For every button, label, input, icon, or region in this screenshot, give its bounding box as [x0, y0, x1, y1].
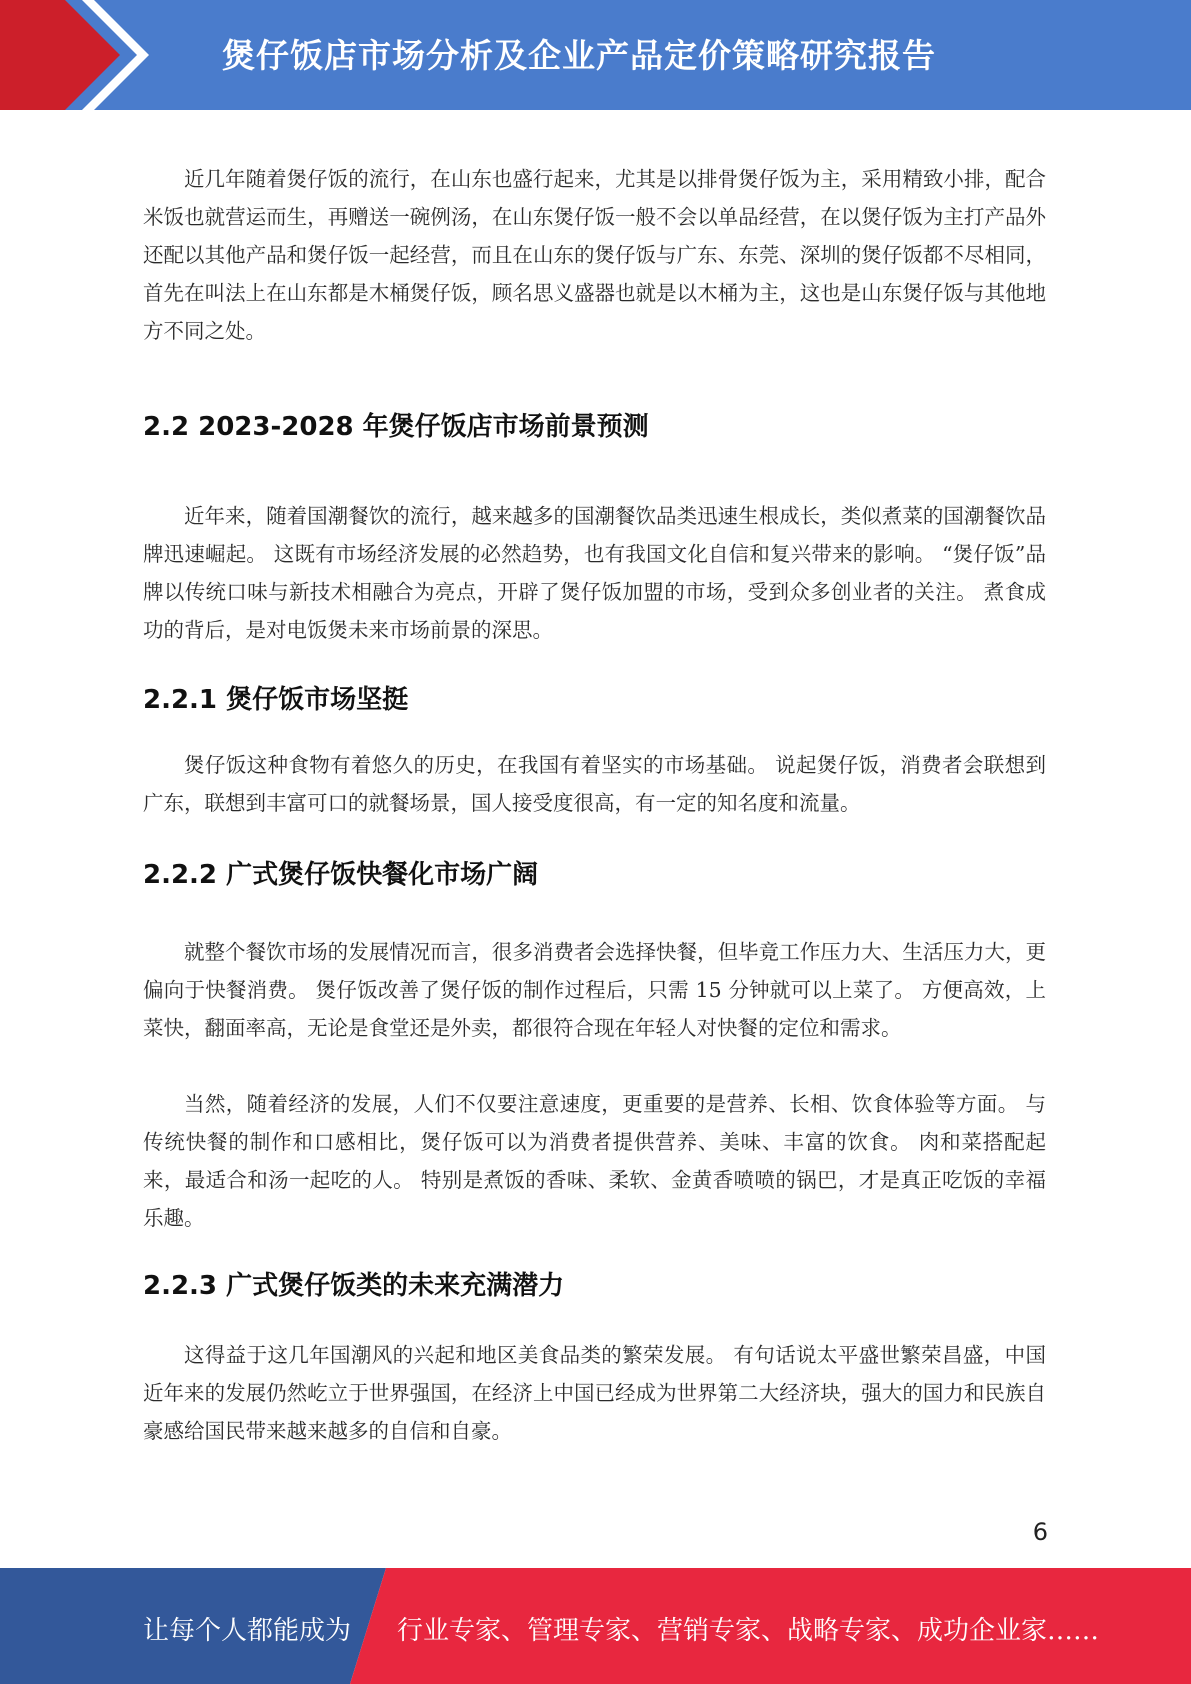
page-number: 6: [1032, 1518, 1048, 1546]
intro-paragraph: 近几年随着煲仔饭的流行，在山东也盛行起来，尤其是以排骨煲仔饭为主，采用精致小排，配合米饭也就营运而生，再赠送一碗例汤，在山东煲仔饭一般不会以单品经营，在以煲仔饭为主打产品外还配以其他产品和煲仔饭一起经营，而且在山东的煲仔饭与广东、东莞、深圳的煲仔饭都不尽相同，首先在叫法上在山东都是木桶煲仔饭，顾名思义盛器也就是以木桶为主，这也是山东煲仔饭与其他地方不同之处。: [143, 167, 1046, 343]
section-2-2-2-paragraph-1: 就整个餐饮市场的发展情况而言，很多消费者会选择快餐，但毕竟工作压力大、生活压力大，更偏向于快餐消费。 煲仔饭改善了煲仔饭的制作过程后，只需 15 分钟就可以上菜了。 方便高效，上菜快，翻面率高，无论是食堂还是外卖，都很符合现在年轻人对快餐的定位和需求。: [143, 940, 1046, 1040]
page-header: [0, 0, 1191, 110]
report-title: 煲仔饭店市场分析及企业产品定价策略研究报告: [222, 36, 936, 75]
section-2-2-3-paragraph: 这得益于这几年国潮风的兴起和地区美食品类的繁荣发展。 有句话说太平盛世繁荣昌盛，中国近年来的发展仍然屹立于世界强国，在经济上中国已经成为世界第二大经济块，强大的国力和民族自豪感给国民带来越来越多的自信和自豪。: [143, 1343, 1046, 1443]
footer-slogan-right: 行业专家、管理专家、营销专家、战略专家、成功企业家……: [397, 1616, 1100, 1646]
section-2-2-heading: 2.2 2023-2028 年煲仔饭店市场前景预测: [143, 412, 649, 442]
section-2-2-1-paragraph: 煲仔饭这种食物有着悠久的历史，在我国有着坚实的市场基础。 说起煲仔饭，消费者会联想到广东，联想到丰富可口的就餐场景，国人接受度很高，有一定的知名度和流量。: [143, 753, 1046, 815]
footer-slogan-left: 让每个人都能成为: [143, 1616, 352, 1646]
header-chevron-decoration: [0, 0, 160, 110]
section-2-2-1-heading: 2.2.1 煲仔饭市场坚挺: [143, 685, 409, 715]
page-content: [143, 160, 1046, 1450]
section-2-2-2-heading: 2.2.2 广式煲仔饭快餐化市场广阔: [143, 860, 539, 890]
page-footer: [0, 1568, 1191, 1684]
section-2-2-2-paragraph-2: 当然，随着经济的发展，人们不仅要注意速度，更重要的是营养、长相、饮食体验等方面。 与传统快餐的制作和口感相比，煲仔饭可以为消费者提供营养、美味、丰富的饮食。 肉和菜搭配起来，最适合和汤一起吃的人。 特别是煮饭的香味、柔软、金黄香喷喷的锅巴，才是真正吃饭的幸福乐趣。: [143, 1092, 1046, 1230]
section-2-2-3-heading: 2.2.3 广式煲仔饭类的未来充满潜力: [143, 1271, 565, 1301]
section-2-2-paragraph: 近年来，随着国潮餐饮的流行，越来越多的国潮餐饮品类迅速生根成长，类似煮菜的国潮餐饮品牌迅速崛起。 这既有市场经济发展的必然趋势，也有我国文化自信和复兴带来的影响。 “煲仔饭”品牌以传统口味与新技术相融合为亮点，开辟了煲仔饭加盟的市场，受到众多创业者的关注。 煮食成功的背后，是对电饭煲未来市场前景的深思。: [143, 504, 1046, 642]
